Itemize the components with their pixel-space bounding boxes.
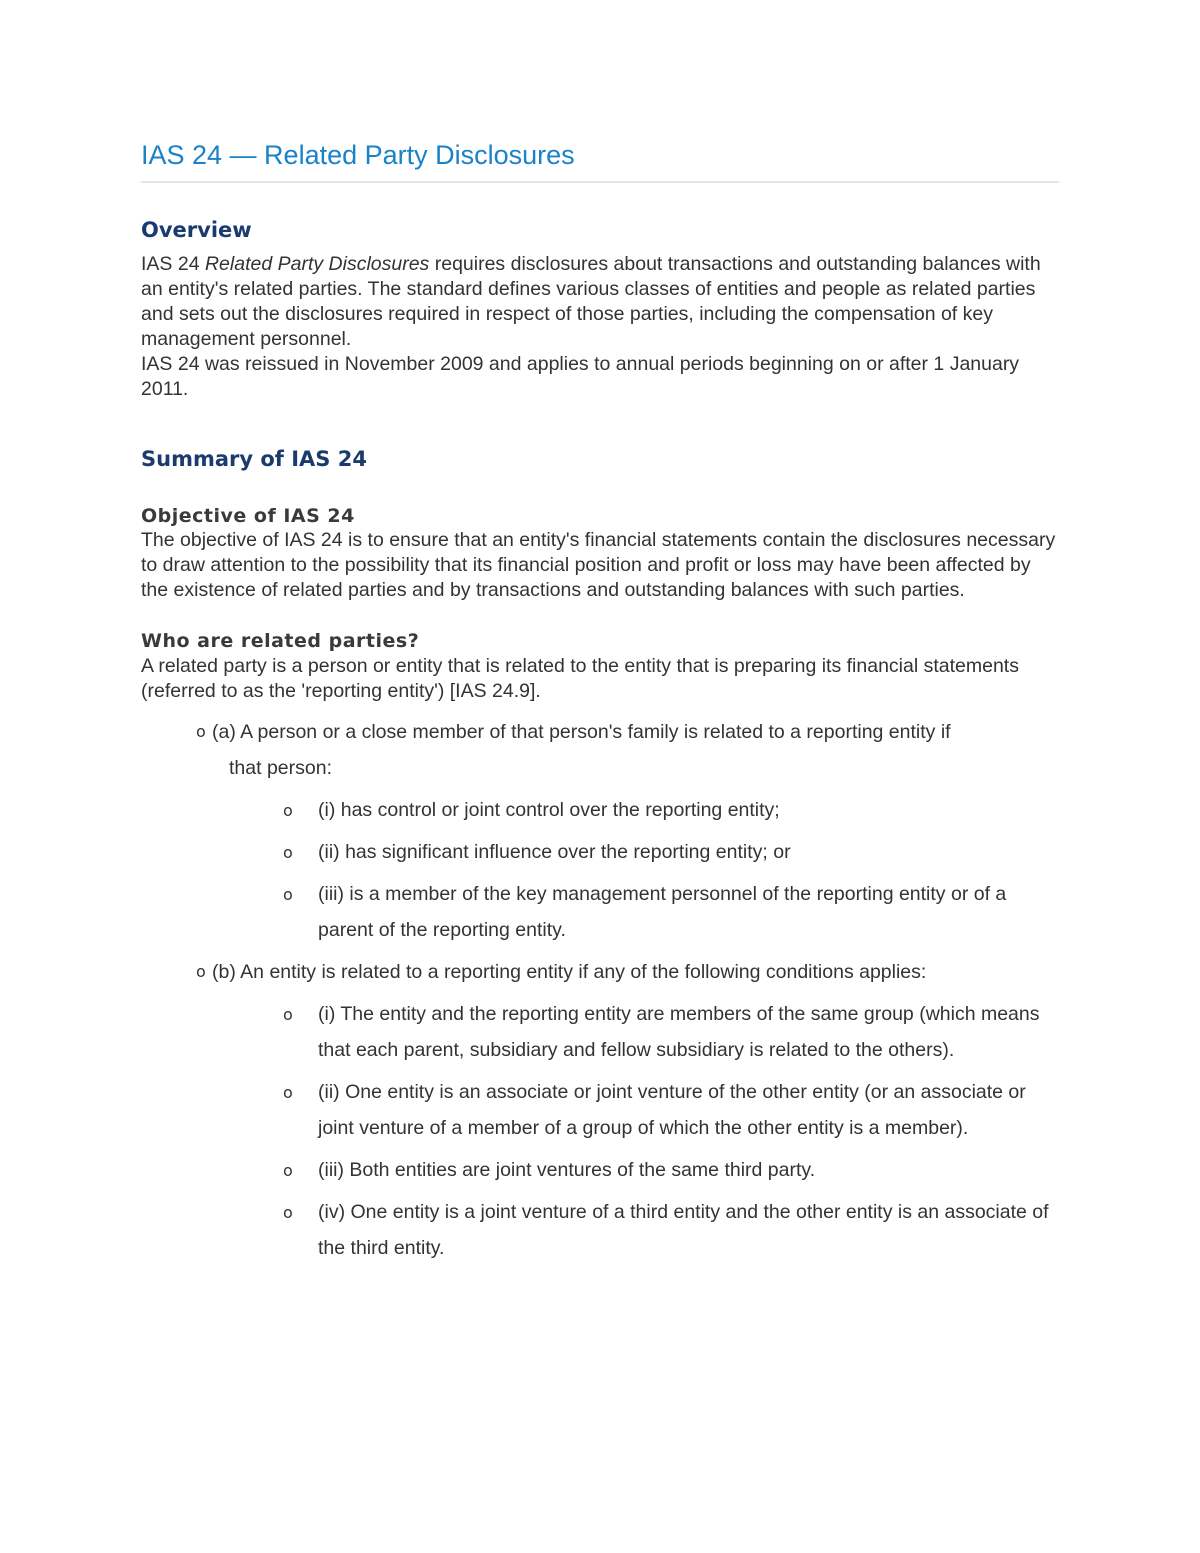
related-parties-heading: Who are related parties? — [141, 630, 420, 653]
item-a-sublist — [229, 792, 1059, 948]
list-item-a-ii — [141, 834, 1059, 870]
bullet-icon: o — [283, 1083, 293, 1103]
list-item-b — [141, 954, 1059, 1266]
list-item-b-iii — [141, 1152, 1059, 1188]
objective-heading: Objective of IAS 24 — [141, 504, 355, 527]
sub-item-text: (iii) Both entities are joint ventures of the same third party. — [318, 1159, 816, 1182]
overview-paragraph — [141, 252, 1059, 352]
sub-item-text: (ii) has significant influence over the reporting entity; or — [318, 841, 791, 864]
reissue-paragraph: IAS 24 was reissued in November 2009 and applies to annual periods beginning on or after 1 January 2011. — [141, 353, 1020, 401]
list-item-b-i — [141, 996, 1059, 1068]
bullet-icon: o — [196, 722, 206, 742]
item-a-line1: (a) A person or a close member of that person's family is related to a reporting entity if — [212, 721, 951, 744]
bullet-icon: o — [196, 962, 206, 982]
standard-name-italic: Related Party Disclosures — [204, 253, 430, 276]
sub-item-text: (i) has control or joint control over the reporting entity; — [318, 799, 780, 822]
document-page — [141, 138, 1059, 1272]
bullet-icon: o — [283, 843, 293, 863]
bullet-icon: o — [283, 1005, 293, 1025]
bullet-icon: o — [283, 885, 293, 905]
item-b-line1: (b) An entity is related to a reporting entity if any of the following conditions applies: — [212, 961, 927, 984]
sub-item-text: (ii) One entity is an associate or joint venture of the other entity (or an associate or joint venture of a member of a group of which the other entity is a member). — [318, 1081, 1026, 1140]
related-party-list — [141, 714, 1059, 1266]
bullet-icon: o — [283, 801, 293, 821]
bullet-icon: o — [283, 1161, 293, 1181]
overview-heading: Overview — [141, 218, 252, 243]
sub-item-text: (iii) is a member of the key management personnel of the reporting entity or of a parent of the reporting entity. — [318, 883, 1007, 942]
related-parties-paragraph: A related party is a person or entity that is related to the entity that is preparing its financial statements (referred to as the 'reporting entity') [IAS 24.9]. — [141, 655, 1019, 703]
sub-item-text: (i) The entity and the reporting entity are members of the same group (which means that each parent, subsidiary and fellow subsidiary is related to the others). — [318, 1003, 1040, 1062]
list-item-a-iii — [141, 876, 1059, 948]
summary-heading: Summary of IAS 24 — [141, 447, 367, 472]
overview-rest: requires disclosures about transactions and outstanding balances with an entity's related parties. The standard defines various classes of entities and people as related parties and sets out the disclosures required in respect of those parties, including the compensation of key management personnel. — [141, 253, 1041, 351]
bullet-icon: o — [283, 1203, 293, 1223]
overview-prefix: IAS 24 — [141, 253, 205, 276]
sub-item-text: (iv) One entity is a joint venture of a third entity and the other entity is an associate of the third entity. — [318, 1201, 1049, 1260]
objective-paragraph: The objective of IAS 24 is to ensure that an entity's financial statements contain the disclosures necessary to draw attention to the possibility that its financial position and profit or loss may have been affected by the existence of related parties and by transactions and outstanding balances with such parties. — [141, 529, 1056, 602]
list-item-b-iv — [141, 1194, 1059, 1266]
list-item-a-i — [141, 792, 1059, 828]
document-title: IAS 24 — Related Party Disclosures — [141, 138, 1059, 183]
list-item-b-ii — [141, 1074, 1059, 1146]
list-item-a — [141, 714, 1059, 948]
item-a-line2: that person: — [229, 757, 332, 780]
item-b-sublist — [229, 996, 1059, 1266]
